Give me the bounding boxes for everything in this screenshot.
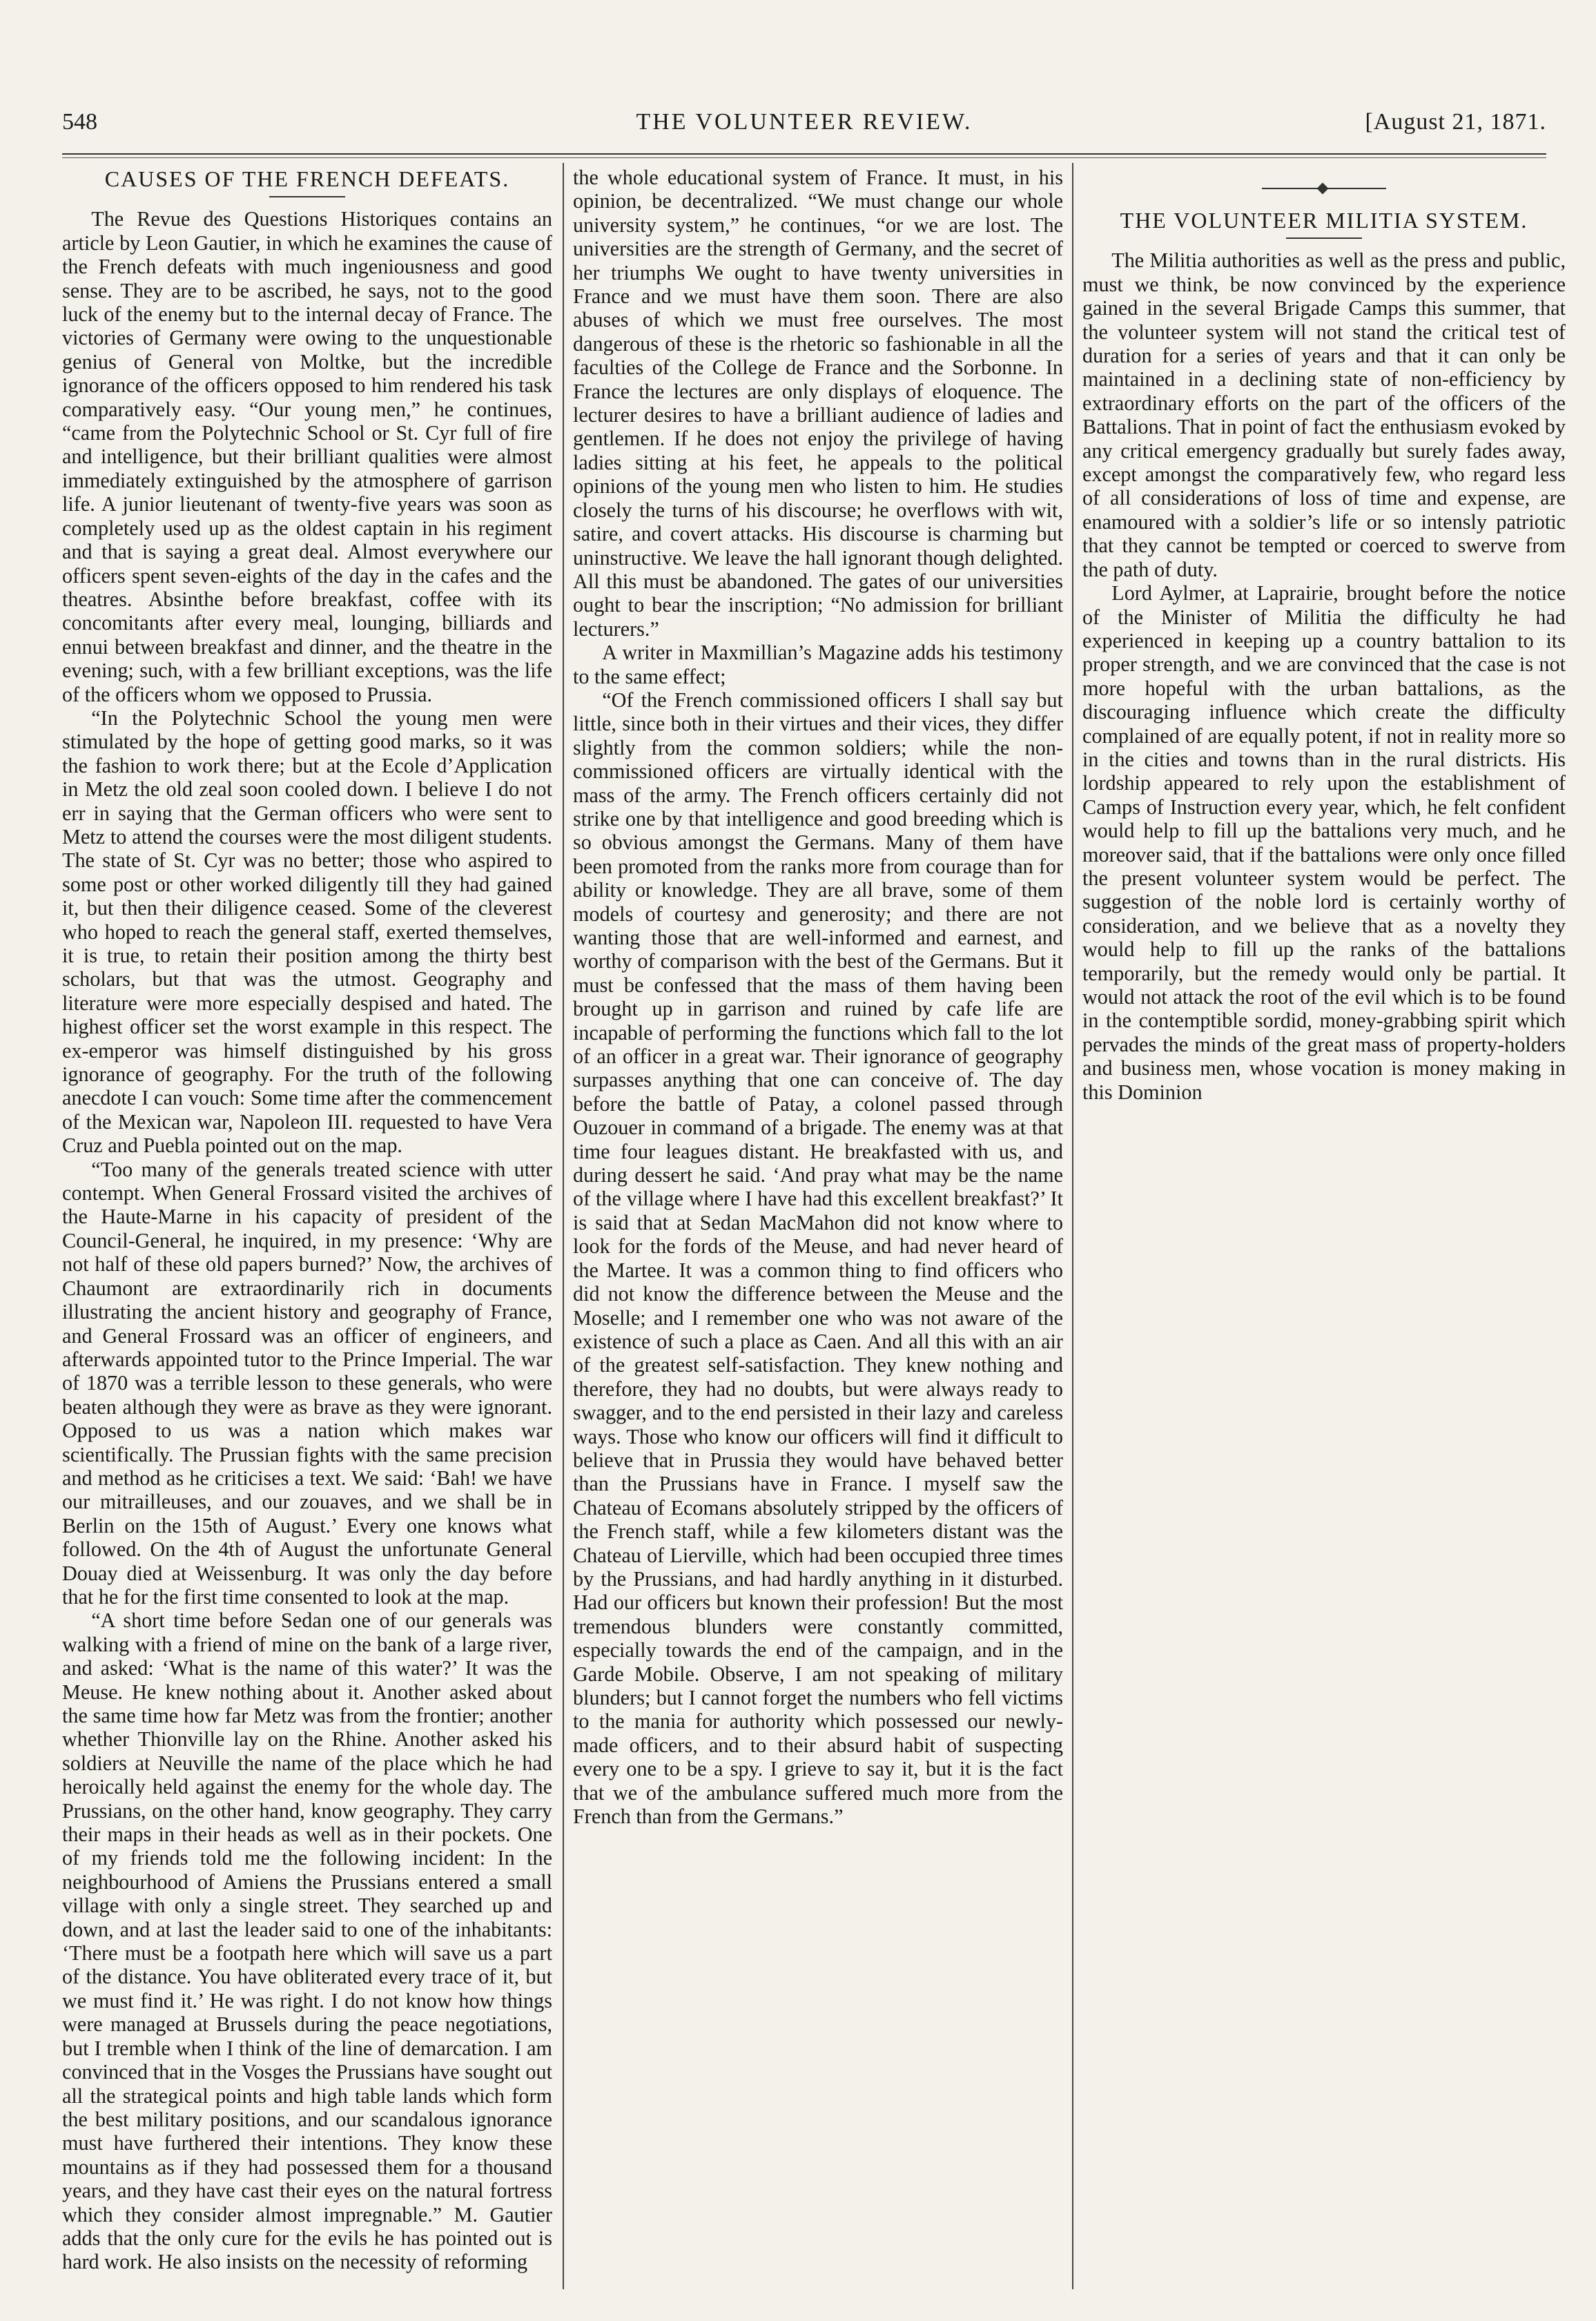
paragraph: The Militia authorities as well as the press and public, must we think, be now convinced by the experience gained in the several Brigade Camps this summer, that the volunteer system will not stand the critical test of duration for a series of years and that it can only be maintained in a declining state of non-efficiency by extraordinary efforts on the part of the officers of the Battalions. That in point of fact the enthusiasm evoked by any critical emergency gradually but surely fades away, except amongst the comparatively few, who regard less of all considerations of loss of time and expense, are enamoured with a soldier’s life or so intensly patriotic that they cannot be tempted or coerced to swerve from the path of duty. [1082,249,1566,581]
column-2 [573,166,1063,2278]
paragraph: “Too many of the generals treated science with utter contempt. When General Frossard visited the archives of the Haute-Marne in his capacity of president of the Council-General, he inquired, in my presence: ‘Why are not half of these old papers burned?’ Now, the archives of Chaumont are extraordinarily rich in documents illustrating the ancient history and geography of France, and General Frossard was an officer of engineers, and afterwards appointed tutor to the Prince Imperial. The war of 1870 was a terrible lesson to these generals, who were beaten although they were as brave as they were ignorant. Opposed to us was a nation which makes war scientifically. The Prussian fights with the same precision and method as he criticises a text. We said: ‘Bah! we have our mitrailleuses, and our zouaves, and we shall be in Berlin on the 15th of August.’ Every one knows what followed. On the 4th of August the unfortunate General Douay died at Weissenburg. It was only the day before that he for the first time consented to look at the map. [62,1157,552,1609]
column-divider [563,163,564,2289]
header-rule [62,153,1546,155]
column-1 [62,166,552,2278]
title-rule [1286,237,1362,239]
paragraph: “Of the French commissioned officers I shall say but little, since both in their virtues and their vices, they differ slightly from the common soldiers; while the non-commissioned officers are virtually identical with the mass of the army. The French officers certainly did not strike one by that intelligence and good breeding which is so obvious amongst the Germans. Many of them have been promoted from the ranks more from courage than for ability or knowledge. They are all brave, some of them models of courtesy and generosity; and there are not wanting those that are well-informed and earnest, and worthy of comparison with the best of the Germans. But it must be confessed that the mass of them having been brought up in garrison and ruined by cafe life are incapable of performing the functions which fall to the lot of an officer in a great war. Their ignorance of geography surpasses anything that one can conceive of. The day before the battle of Patay, a colonel passed through Ouzouer in command of a brigade. The enemy was at that time four leagues distant. He breakfasted with us, and during dessert he said. ‘And pray what may be the name of the village where I have had this excellent breakfast?’ It is said that at Sedan MacMahon did not know where to look for the fords of the Meuse, and had never heard of the Martee. It was a common thing to find officers who did not know the difference between the Meuse and the Moselle; and I remember one who was not aware of the existence of such a place as Caen. And all this with an air of the greatest self-satisfaction. They knew nothing and therefore, they had no doubts, but were always ready to swagger, and to the end persisted in their lazy and careless ways. Those who know our officers will find it difficult to believe that in Prussia they would have behaved better than the Prussians have in France. I myself saw the Chateau of Ecomans absolutely stripped by the officers of the French staff, while a few kilometers distant was the Chateau of Lierville, which had been occupied three times by the Prussians, and had hardly anything in it disturbed. Had our officers but known their profession! But the most tremendous blunders were constantly committed, especially towards the end of the campaign, and in the Garde Mobile. Observe, I am not speaking of military blunders; but I cannot forget the numbers who fell victims to the mania for authority which possessed our newly-made officers, and to their absurd habit of suspecting every one to be a spy. I grieve to say it, but it is the fact that we of the ambulance suffered much more from the French than from the Germans.” [573,688,1063,1829]
header-rule-thin [62,157,1546,158]
page-header [62,109,1546,150]
column-divider [1072,163,1073,2289]
paragraph: “A short time before Sedan one of our generals was walking with a friend of mine on the bank of a large river, and asked: ‘What is the name of this water?’ It was the Meuse. He knew nothing about it. Another asked about the same time how far Metz was from the frontier; another whether Thionville lay on the Rhine. Another asked his soldiers at Neuville the name of the place which he had heroically held against the enemy for the whole day. The Prussians, on the other hand, know geography. They carry their maps in their heads as well as in their pockets. One of my friends told me the following incident: In the neighbourhood of Amiens the Prussians entered a small village with only a single street. They searched up and down, and at last the leader said to one of the inhabitants: ‘There must be a footpath here which will save us a part of the distance. You have obliterated every trace of it, but we must find it.’ He was right. I do not know how things were managed at Brussels during the peace negotiations, but I tremble when I think of the line of demarcation. I am convinced that in the Vosges the Prussians have sought out all the strategical points and high table lands which form the best military positions, and our scandalous ignorance must have furthered their intentions. They know these mountains as if they had possessed them for a thousand years, and they have cast their eyes on the natural fortress which they consider almost impregnable.” M. Gautier adds that the only cure for the evils he has pointed out is hard work. He also insists on the necessity of reforming [62,1609,552,2274]
paragraph: Lord Aylmer, at Laprairie, brought before the notice of the Minister of Militia the difficulty he had experienced in keeping up a country battalion to its proper strength, and we are convinced that the case is not more hopeful with the urban battalions, as the discouraging influence which create the difficulty complained of are equally potent, if not in reality more so in the cities and towns than in the rural districts. His lordship appeared to rely upon the establishment of Camps of Instruction every year, which, he felt confident would help to fill up the battalions very much, and he moreover said, that if the battalions were only once filled the present volunteer system would be perfect. The suggestion of the noble lord is certainly worthy of consideration, and we believe that as a novelty they would help to fill up the ranks of the battalions temporarily, but the remedy would only be partial. It would not attack the root of the evil which is to be found in the contemptible sordid, money-grabbing spirit which pervades the minds of the great mass of property-holders and business men, whose vocation is money making in this Dominion [1082,581,1566,1104]
paragraph: “In the Polytechnic School the young men were stimulated by the hope of getting good marks, so it was the fashion to work there; but at the Ecole d’Application in Metz the old zeal soon cooled down. I believe I do not err in saying that the German officers who were sent to Metz to attend the courses were the most diligent students. The state of St. Cyr was no better; those who aspired to some post or other worked diligently till they had gained it, but then their diligence ceased. Some of the cleverest who hoped to reach the general staff, exerted themselves, it is true, to retain their position among the thirty best scholars, but that was the utmost. Geography and literature were more especially despised and hated. The highest officer set the worst example in this respect. The ex-emperor was himself distinguished by his gross ignorance of geography. For the truth of the following anecdote I can vouch: Some time after the commencement of the Mexican war, Napoleon III. requested to have Vera Cruz and Puebla pointed out on the map. [62,706,552,1158]
article-title: CAUSES OF THE FRENCH DEFEATS. [104,166,510,191]
running-title: THE VOLUNTEER REVIEW. [636,109,973,135]
issue-date: [August 21, 1871. [1365,109,1546,135]
title-rule [269,196,345,197]
column-3 [1082,166,1566,2278]
paragraph-continued: the whole educational system of France. It must, in his opinion, be decentralized. “We must change our whole university system,” he continues, “or we are lost. The universities are the strength of Germany, and the secret of her triumphs We ought to have twenty universities in France and we must have them soon. There are also abuses of which we must free ourselves. The most dangerous of these is the rhetoric so fashionable in all the faculties of the College de France and the Sorbonne. In France the lectures are only displays of eloquence. The lecturer desires to have a brilliant audience of ladies and gentlemen. If he does not enjoy the privilege of having ladies sitting at his feet, he appeals to the political opinions of the young men who listen to him. He studies closely the turns of his discourse; he overflows with wit, satire, and covert attacks. His discourse is charming but uninstructive. We leave the hall ignorant though delighted. All this must be abandoned. The gates of our universities ought to bear the inscription; “No admission for brilliant lecturers.” [573,166,1063,641]
section-separator [1262,184,1386,193]
paragraph: A writer in Maxmillian’s Magazine adds his testimony to the same effect; [573,641,1063,688]
article-title: THE VOLUNTEER MILITIA SYSTEM. [1120,208,1528,233]
page-number: 548 [62,109,97,135]
paragraph: The Revue des Questions Historiques contains an article by Leon Gautier, in which he examines the cause of the French defeats with much ingeniousness and good sense. They are to be ascribed, he says, not to the good luck of the enemy but to the internal decay of France. The victories of Germany were owing to the unquestionable genius of General von Moltke, but the incredible ignorance of the officers opposed to him rendered his task comparatively easy. “Our young men,” he continues, “came from the Polytechnic School or St. Cyr full of fire and intelligence, but their brilliant qualities were almost immediately extinguished by the atmosphere of garrison life. A junior lieutenant of twenty-five years was soon as completely used up as the oldest captain in his regiment and that is saying a great deal. Almost everywhere our officers spent seven-eights of the day in the cafes and the theatres. Absinthe before breakfast, coffee with its concomitants after every meal, lounging, billiards and ennui between breakfast and dinner, and the theatre in the evening; such, with a few brilliant exceptions, was the life of the officers whom we opposed to Prussia. [62,207,552,706]
